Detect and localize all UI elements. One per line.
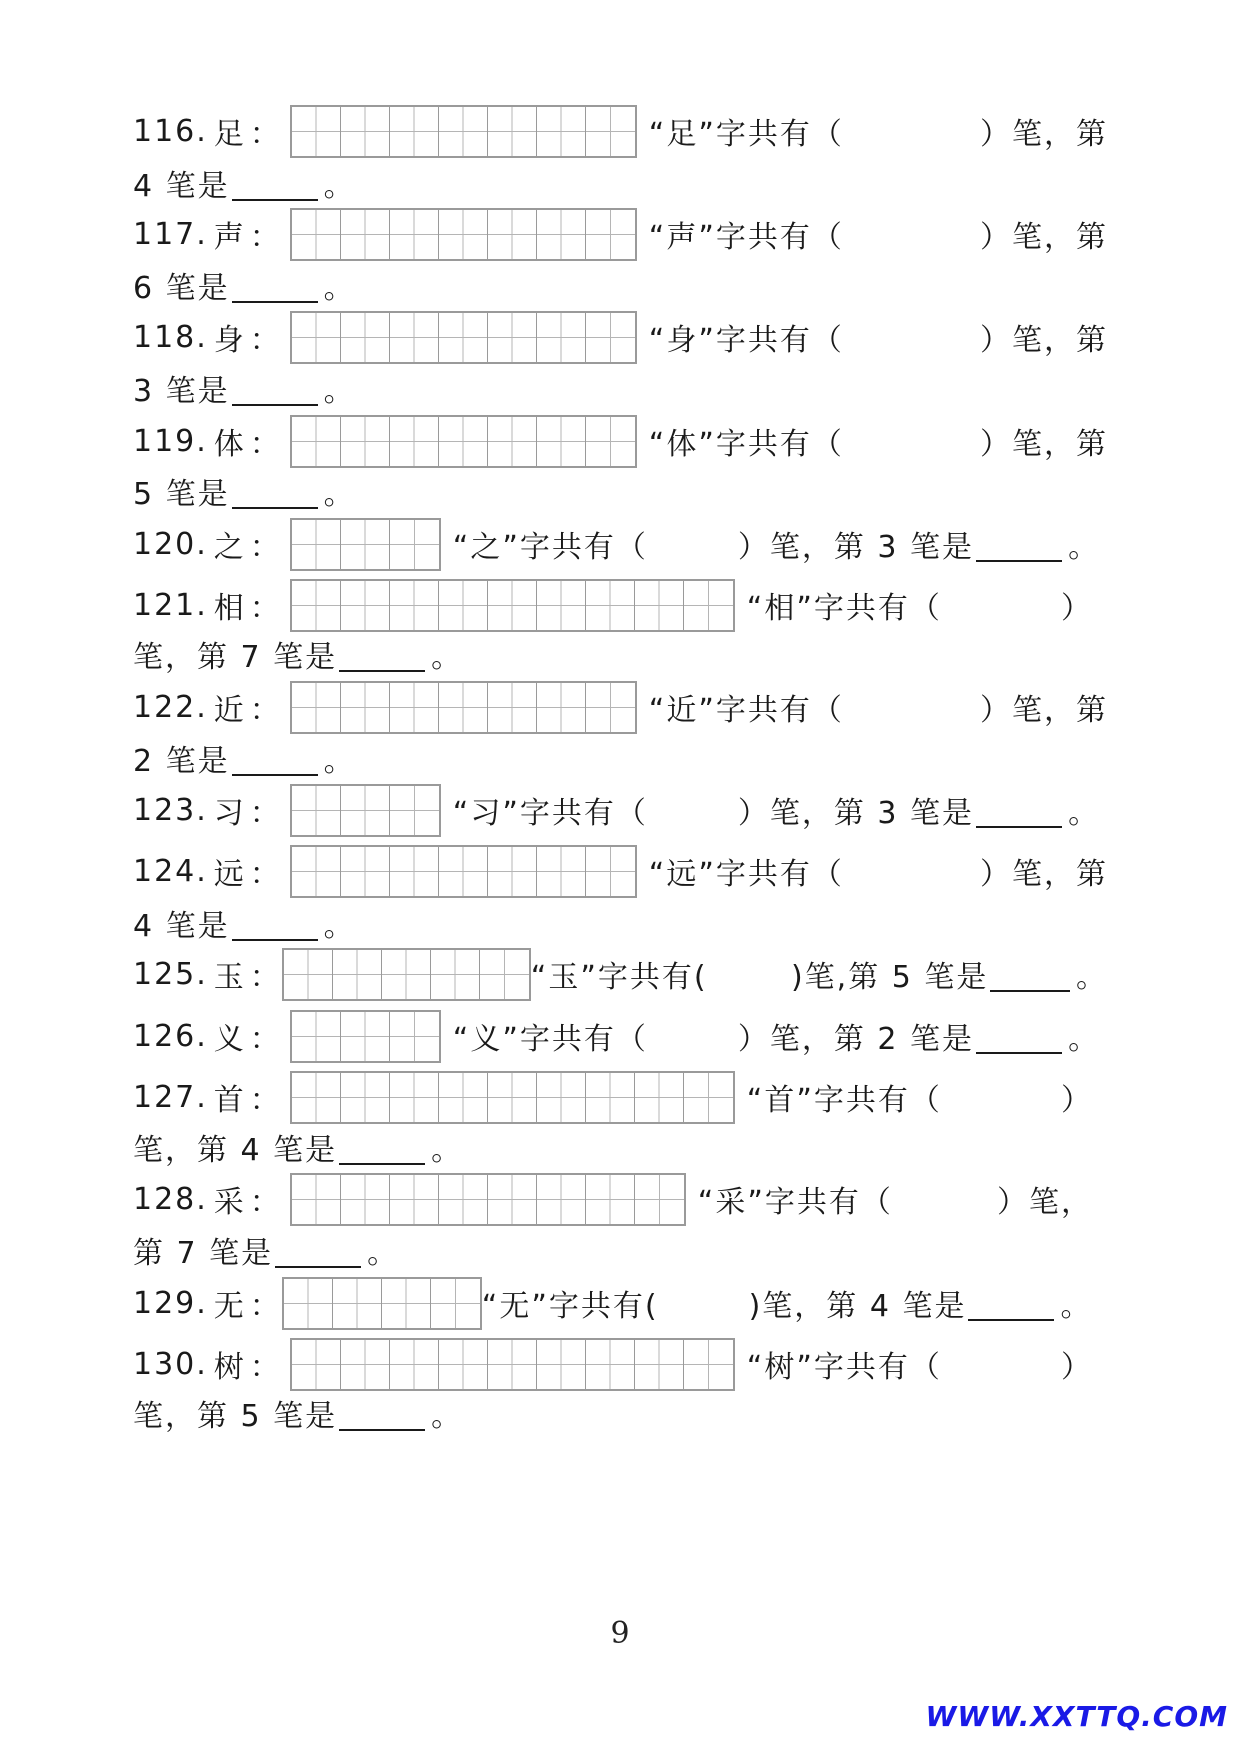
question-text: “义”字共有（: [452, 1022, 648, 1057]
period: 。: [323, 374, 356, 409]
question-text-close: ）笔，第: [980, 117, 1108, 152]
site-watermark: WWW.XXTTQ.COM: [925, 1700, 1228, 1733]
colon: ：: [249, 1185, 282, 1220]
period: 。: [431, 640, 464, 675]
question-text: “近”字共有（: [648, 693, 844, 728]
question-130: [133, 1337, 1093, 1391]
question-text: “身”字共有（: [648, 323, 844, 358]
answer-blank[interactable]: [976, 1018, 1062, 1054]
question-number: 116.: [133, 113, 208, 149]
question-text-close: ）: [1061, 1350, 1093, 1385]
question-number: 126.: [133, 1018, 208, 1054]
colon: ：: [249, 220, 282, 255]
answer-blank[interactable]: [232, 165, 318, 201]
question-number: 119.: [133, 423, 208, 459]
answer-blank[interactable]: [976, 792, 1062, 828]
question-number: 121.: [133, 587, 208, 623]
period: 。: [323, 271, 356, 306]
target-character: 义: [213, 1022, 246, 1057]
question-128: [133, 1172, 1093, 1226]
question-125: [133, 947, 1108, 1001]
answer-blank[interactable]: [232, 740, 318, 776]
question-119: [133, 414, 1108, 468]
target-character: 声: [213, 220, 246, 255]
question-126: [133, 1009, 1108, 1063]
question-128-cont: [133, 1227, 399, 1273]
question-number: 124.: [133, 853, 208, 889]
question-number: 128.: [133, 1181, 208, 1217]
question-text-close: )笔，第 4 笔是: [748, 1289, 967, 1324]
colon: ：: [249, 117, 282, 152]
question-text: “无”字共有(: [481, 1289, 659, 1324]
colon: ：: [249, 591, 282, 626]
question-127: [133, 1070, 1093, 1124]
question-continuation: 笔，第 4 笔是: [133, 1133, 338, 1168]
colon: ：: [249, 857, 282, 892]
question-text-close: ）笔，第: [980, 693, 1108, 728]
question-130-cont: [133, 1390, 463, 1436]
colon: ：: [249, 427, 282, 462]
target-character: 采: [213, 1185, 246, 1220]
writing-grid[interactable]: [290, 1338, 735, 1391]
target-character: 树: [213, 1350, 246, 1385]
question-number: 129.: [133, 1285, 208, 1321]
target-character: 玉: [213, 960, 246, 995]
question-text-close: ）: [1061, 591, 1093, 626]
question-text: “习”字共有（: [452, 796, 648, 831]
period: 。: [323, 169, 356, 204]
question-129: [133, 1276, 1108, 1330]
period: 。: [431, 1399, 464, 1434]
question-continuation: 3 笔是: [133, 374, 230, 409]
question-number: 127.: [133, 1079, 208, 1115]
question-text-close: ）笔，第 3 笔是: [737, 530, 975, 565]
writing-grid[interactable]: [290, 681, 637, 734]
question-116: [133, 104, 1108, 158]
page-number: 9: [610, 1616, 630, 1651]
question-text-close: ）笔，第: [980, 427, 1108, 462]
writing-grid[interactable]: [290, 518, 441, 571]
writing-grid[interactable]: [290, 1173, 686, 1226]
question-continuation: 第 7 笔是: [133, 1236, 274, 1271]
question-117-cont: [133, 262, 356, 308]
question-text-close: ）笔，第: [980, 857, 1108, 892]
question-continuation: 2 笔是: [133, 744, 230, 779]
question-118-cont: [133, 365, 356, 411]
question-text-close: ）笔，第 3 笔是: [737, 796, 975, 831]
question-number: 123.: [133, 792, 208, 828]
question-text-close: ）笔，: [997, 1185, 1093, 1220]
question-122: [133, 680, 1108, 734]
writing-grid[interactable]: [290, 579, 735, 632]
answer-blank[interactable]: [339, 1395, 425, 1431]
answer-blank[interactable]: [339, 1129, 425, 1165]
answer-blank[interactable]: [968, 1285, 1054, 1321]
colon: ：: [249, 1350, 282, 1385]
question-text: “树”字共有（: [746, 1350, 942, 1385]
target-character: 相: [213, 591, 246, 626]
answer-blank[interactable]: [232, 905, 318, 941]
question-continuation: 6 笔是: [133, 271, 230, 306]
question-text: “玉”字共有(: [530, 960, 708, 995]
question-119-cont: [133, 468, 356, 514]
question-continuation: 笔，第 5 笔是: [133, 1399, 338, 1434]
target-character: 足: [213, 117, 246, 152]
target-character: 身: [213, 323, 246, 358]
question-text: “首”字共有（: [746, 1083, 942, 1118]
question-text: “体”字共有（: [648, 427, 844, 462]
question-text: “采”字共有（: [697, 1185, 893, 1220]
writing-grid[interactable]: [290, 784, 441, 837]
colon: ：: [249, 960, 282, 995]
target-character: 无: [213, 1289, 246, 1324]
answer-blank[interactable]: [232, 370, 318, 406]
answer-blank[interactable]: [275, 1232, 361, 1268]
question-number: 120.: [133, 526, 208, 562]
question-text-close: ）笔，第: [980, 323, 1108, 358]
question-124: [133, 844, 1108, 898]
period: 。: [323, 477, 356, 512]
target-character: 习: [213, 796, 246, 831]
writing-grid[interactable]: [290, 1010, 441, 1063]
writing-grid[interactable]: [282, 1277, 482, 1330]
colon: ：: [249, 323, 282, 358]
question-120: [133, 517, 1108, 571]
period: 。: [1060, 1289, 1093, 1324]
target-character: 近: [213, 693, 246, 728]
colon: ：: [249, 693, 282, 728]
period: 。: [431, 1133, 464, 1168]
question-121-cont: [133, 631, 463, 677]
writing-grid[interactable]: [290, 105, 637, 158]
writing-grid[interactable]: [282, 948, 531, 1001]
colon: ：: [249, 1289, 282, 1324]
question-116-cont: [133, 160, 356, 206]
writing-grid[interactable]: [290, 415, 637, 468]
colon: ：: [249, 1083, 282, 1118]
writing-grid[interactable]: [290, 845, 637, 898]
answer-blank[interactable]: [339, 636, 425, 672]
period: 。: [1076, 960, 1108, 995]
question-117: [133, 207, 1108, 261]
question-continuation: 笔，第 7 笔是: [133, 640, 338, 675]
writing-grid[interactable]: [290, 311, 637, 364]
colon: ：: [249, 1022, 282, 1057]
period: 。: [1068, 796, 1101, 831]
question-number: 118.: [133, 319, 208, 355]
target-character: 远: [213, 857, 246, 892]
question-continuation: 5 笔是: [133, 477, 230, 512]
question-number: 125.: [133, 956, 208, 992]
answer-blank[interactable]: [990, 956, 1070, 992]
question-122-cont: [133, 735, 356, 781]
question-118: [133, 310, 1108, 364]
question-text: “远”字共有（: [648, 857, 844, 892]
target-character: 体: [213, 427, 246, 462]
question-127-cont: [133, 1124, 463, 1170]
question-number: 130.: [133, 1346, 208, 1382]
period: 。: [1068, 530, 1101, 565]
period: 。: [323, 909, 356, 944]
target-character: 之: [213, 530, 246, 565]
question-121: [133, 578, 1093, 632]
question-text-close: ）笔，第: [980, 220, 1108, 255]
question-text: “之”字共有（: [452, 530, 648, 565]
question-text: “足”字共有（: [648, 117, 844, 152]
question-text-close: ）: [1061, 1083, 1093, 1118]
question-123: [133, 783, 1108, 837]
colon: ：: [249, 530, 282, 565]
question-text-close: ）笔，第 2 笔是: [737, 1022, 975, 1057]
writing-grid[interactable]: [290, 208, 637, 261]
question-text: “相”字共有（: [746, 591, 942, 626]
question-number: 122.: [133, 689, 208, 725]
period: 。: [1068, 1022, 1101, 1057]
question-continuation: 4 笔是: [133, 909, 230, 944]
answer-blank[interactable]: [232, 267, 318, 303]
writing-grid[interactable]: [290, 1071, 735, 1124]
answer-blank[interactable]: [976, 526, 1062, 562]
question-text-close: )笔,第 5 笔是: [790, 960, 989, 995]
period: 。: [323, 744, 356, 779]
target-character: 首: [213, 1083, 246, 1118]
answer-blank[interactable]: [232, 473, 318, 509]
question-text: “声”字共有（: [648, 220, 844, 255]
question-number: 117.: [133, 216, 208, 252]
question-continuation: 4 笔是: [133, 169, 230, 204]
period: 。: [367, 1236, 400, 1271]
question-124-cont: [133, 900, 356, 946]
colon: ：: [249, 796, 282, 831]
